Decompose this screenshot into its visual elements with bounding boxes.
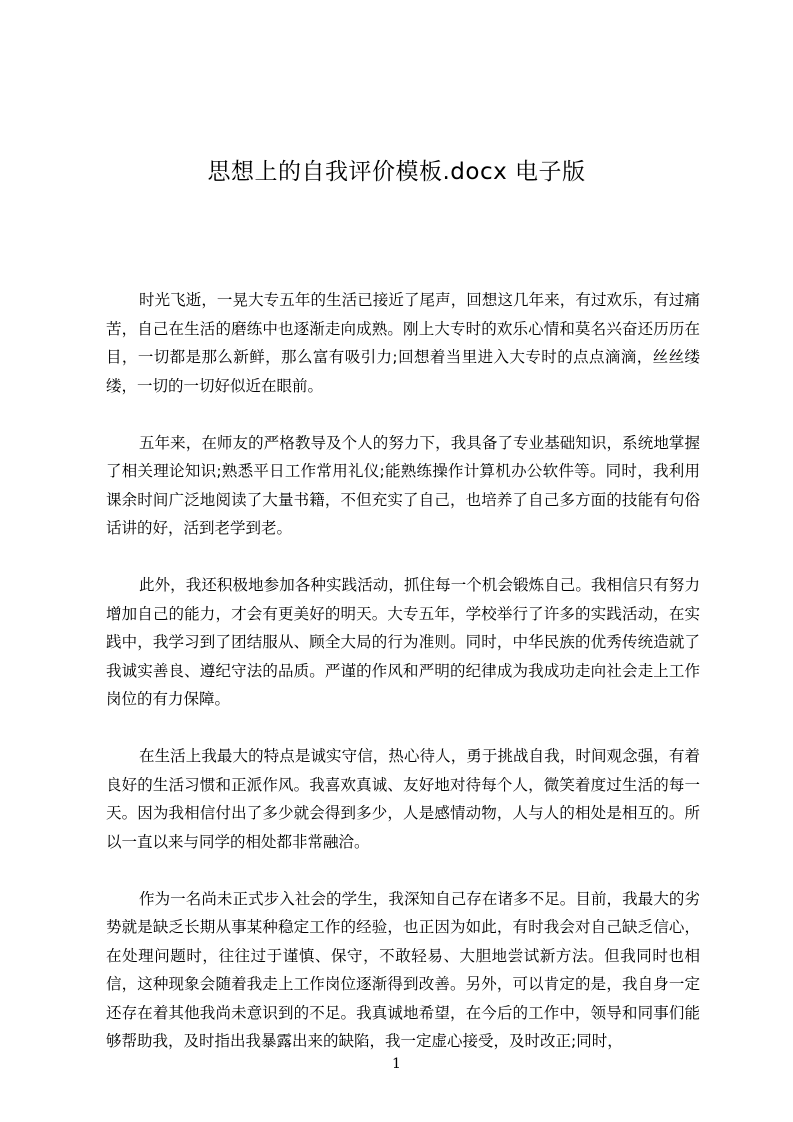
paragraph-1: 时光飞逝，一晃大专五年的生活已接近了尾声，回想这几年来，有过欢乐，有过痛苦，自己在生活的磨练中也逐渐走向成熟。刚上大专时的欢乐心情和莫名兴奋还历历在目，一切都是那么新鲜，那么富有吸引力;回想着当里进入大专时的点点滴滴，丝丝缕缕，一切的一切好似近在眼前。 bbox=[106, 291, 700, 395]
paragraph-3: 此外，我还积极地参加各种实践活动，抓住每一个机会锻炼自己。我相信只有努力增加自己的能力，才会有更美好的明天。大专五年，学校举行了许多的实践活动，在实践中，我学习到了团结服从、顾全大局的行为准则。同时，中华民族的优秀传统造就了我诚实善良、遵纪守法的品质。严谨的作风和严明的纪律成为我成功走向社会走上工作岗位的有力保障。 bbox=[106, 576, 700, 708]
paragraph-4: 在生活上我最大的特点是诚实守信，热心待人，勇于挑战自我，时间观念强，有着良好的生活习惯和正派作风。我喜欢真诚、友好地对待每个人，微笑着度过生活的每一天。因为我相信付出了多少就会得到多少，人是感情动物，人与人的相处是相互的。所以一直以来与同学的相处都非常融洽。 bbox=[106, 747, 700, 851]
paragraph-5: 作为一名尚未正式步入社会的学生，我深知自己存在诸多不足。目前，我最大的劣势就是缺乏长期从事某种稳定工作的经验，也正因为如此，有时我会对自己缺乏信心，在处理问题时，往往过于谨慎、保守，不敢轻易、大胆地尝试新方法。但我同时也相信，这种现象会随着我走上工作岗位逐渐得到改善。另外，可以肯定的是，我自身一定还存在着其他我尚未意识到的不足。我真诚地希望，在今后的工作中，领导和同事们能够帮助我，及时指出我暴露出来的缺陷，我一定虚心接受，及时改正;同时， bbox=[106, 889, 700, 1050]
document-title: 思想上的自我评价模板.docx 电子版 bbox=[207, 159, 586, 186]
paragraph-2: 五年来，在师友的严格教导及个人的努力下，我具备了专业基础知识，系统地掌握了相关理论知识;熟悉平日工作常用礼仪;能熟练操作计算机办公软件等。同时，我利用课余时间广泛地阅读了大量书籍，不但充实了自己，也培养了自己多方面的技能有句俗话讲的好，活到老学到老。 bbox=[106, 433, 700, 537]
page-number: 1 bbox=[392, 1056, 401, 1072]
document-body bbox=[106, 286, 700, 1084]
